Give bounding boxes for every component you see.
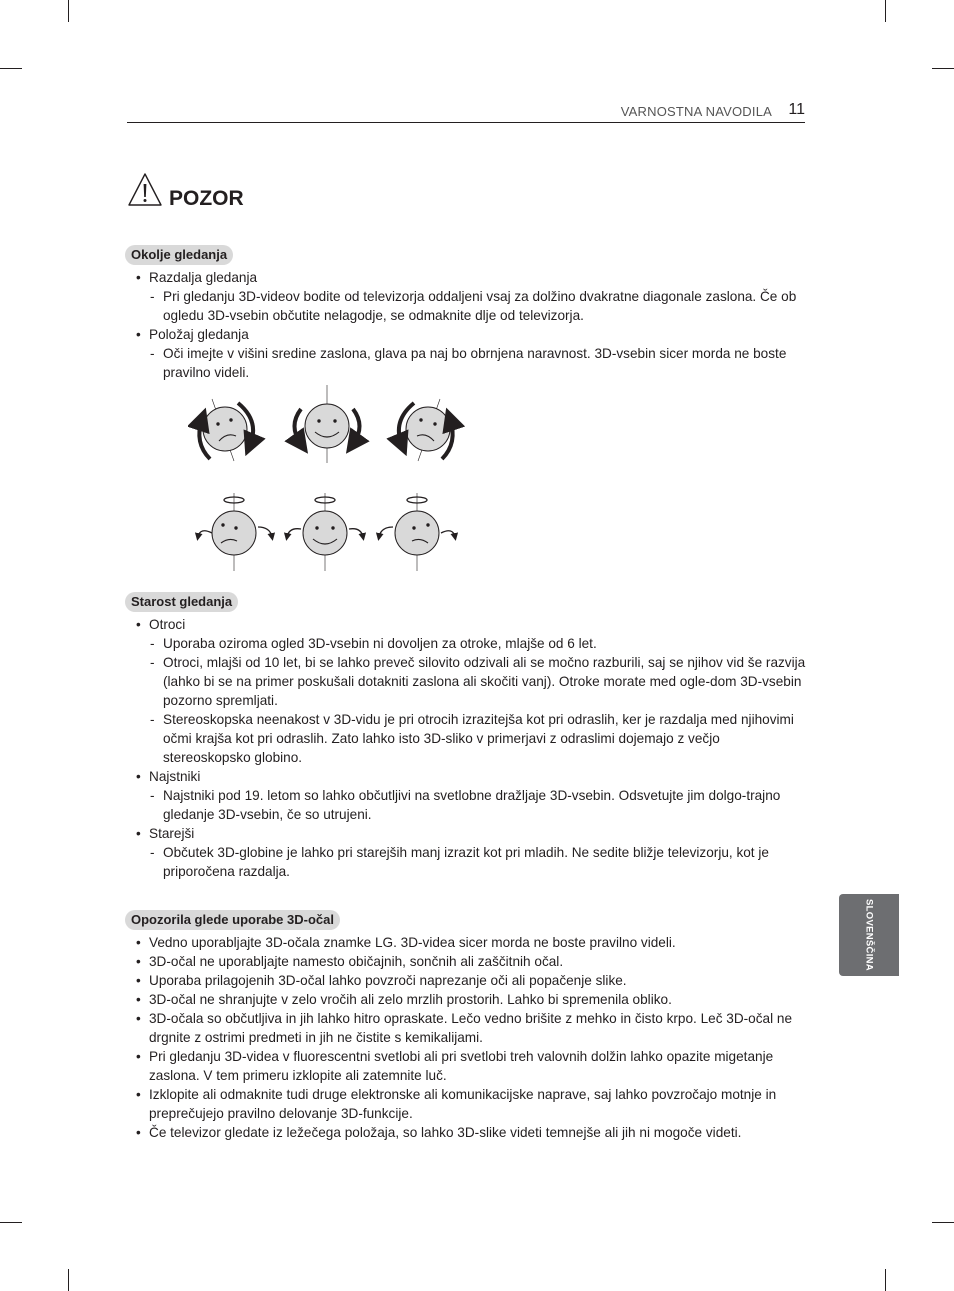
crop-mark [68, 1269, 69, 1291]
head-position-figures [188, 381, 478, 576]
crop-mark [885, 1269, 886, 1291]
glasses-warnings-list [136, 933, 808, 1142]
straight-head-smile-icon [287, 493, 363, 571]
list-item: • 3D-očal ne shranjujte v zelo vročih ali zelo mrzlih prostorih. Lahko bi spremenila obliko. [136, 990, 808, 1009]
list-item-detail: - Najstniki pod 19. letom so lahko občutljivi na svetlobne dražljaje 3D-vsebin. Odsvetujte jim dolgo-trajno gledanje 3D-vsebin, če so utrujeni. [136, 786, 808, 824]
language-side-tab [839, 894, 899, 976]
list-item: • Uporaba prilagojenih 3D-očal lahko povzroči naprezanje oči ali popačenje slike. [136, 971, 808, 990]
warning-triangle-icon [127, 172, 163, 208]
list-item: • Najstniki [136, 767, 808, 786]
list-item: • Razdalja gledanja [136, 268, 808, 287]
crop-mark [885, 0, 886, 22]
section-heading-glasses-warnings: Opozorila glede uporabe 3D-očal [125, 910, 340, 930]
tilted-head-left-sad-icon [199, 399, 253, 461]
language-label: SLOVENŠČINA [863, 899, 875, 971]
page-number: 11 [788, 101, 805, 118]
list-item-detail: - Stereoskopska neenakost v 3D-vidu je pri otrocih izrazitejša kot pri odraslih, ker je razdalja med njihovimi očmi krajša kot pri odraslih. Zato lahko isto 3D-sliko v primerjavi z odraslimi dojemajo z večjo stereoskopsko globino. [136, 710, 808, 767]
crop-mark [0, 1222, 22, 1223]
list-item-detail: - Občutek 3D-globine je lahko pri starejših manj izrazit kot pri mladih. Ne sedite bližje televizorju, kot je priporočena razdalja. [136, 843, 808, 881]
viewing-environment-list [136, 268, 808, 382]
section-title: VARNOSTNA NAVODILA [620, 104, 772, 119]
list-item: • Izklopite ali odmaknite tudi druge elektronske ali komunikacijske naprave, saj lahko povzročajo motnje in preprečujejo pravilno delovanje 3D-funkcije. [136, 1085, 808, 1123]
caution-title: POZOR [169, 187, 244, 210]
crop-mark [68, 0, 69, 22]
viewing-age-list [136, 615, 808, 881]
section-heading-viewing-environment: Okolje gledanja [125, 245, 233, 265]
list-item: • 3D-očala so občutljiva in jih lahko hitro opraskate. Lečo vedno brišite z mehko in čisto krpo. Leč 3D-očal ne drgnite z ostrimi predmeti in jih ne čistite s kemikalijami. [136, 1009, 808, 1047]
list-item: • Vedno uporabljajte 3D-očala znamke LG. 3D-videa sicer morda ne boste pravilno videli. [136, 933, 808, 952]
section-heading-viewing-age: Starost gledanja [125, 592, 238, 612]
list-item: • Pri gledanju 3D-videa v fluorescentni svetlobi ali pri svetlobi treh valovnih dolžin lahko opazite migetanje zaslona. V tem primeru izklopite ali zatemnite luč. [136, 1047, 808, 1085]
list-item: • Položaj gledanja [136, 325, 808, 344]
page-header [127, 100, 805, 123]
list-item-detail: - Oči imejte v višini sredine zaslona, glava pa naj bo obrnjena naravnost. 3D-vsebin sicer morda ne boste pravilno videli. [136, 344, 808, 382]
tilted-head-right-sad-icon [399, 399, 453, 461]
list-item-detail: - Pri gledanju 3D-videov bodite od televizorja oddaljeni vsaj za dolžino dvakratne diagonale zaslona. Če ob ogledu 3D-vsebin občutite nelagodje, se odmaknite dlje od televizorja. [136, 287, 808, 325]
list-item: • Starejši [136, 824, 808, 843]
list-item: • 3D-očal ne uporabljajte namesto običajnih, sončnih ali zaščitnih očal. [136, 952, 808, 971]
crop-mark [0, 68, 22, 69]
straight-head-smile-icon [295, 385, 360, 463]
list-item-detail: - Otroci, mlajši od 10 let, bi se lahko preveč silovito odzivali ali se močno razburili, saj se njihov vid še razvija (lahko bi se na primer poskušali dotakniti zaslona ali skočiti vanj). Otroke morate med ogle-dom 3D-vsebin pozorno spremljati. [136, 653, 808, 710]
head-position-illustration [188, 381, 478, 581]
list-item: • Če televizor gledate iz ležečega položaja, so lahko 3D-slike videti temnejše ali jih ni mogoče videti. [136, 1123, 808, 1142]
crop-mark [932, 1222, 954, 1223]
crop-mark [932, 68, 954, 69]
turned-head-right-sad-icon [379, 493, 455, 571]
turned-head-left-sad-icon [198, 493, 272, 571]
list-item-detail: - Uporaba oziroma ogled 3D-vsebin ni dovoljen za otroke, mlajše od 6 let. [136, 634, 808, 653]
list-item: • Otroci [136, 615, 808, 634]
